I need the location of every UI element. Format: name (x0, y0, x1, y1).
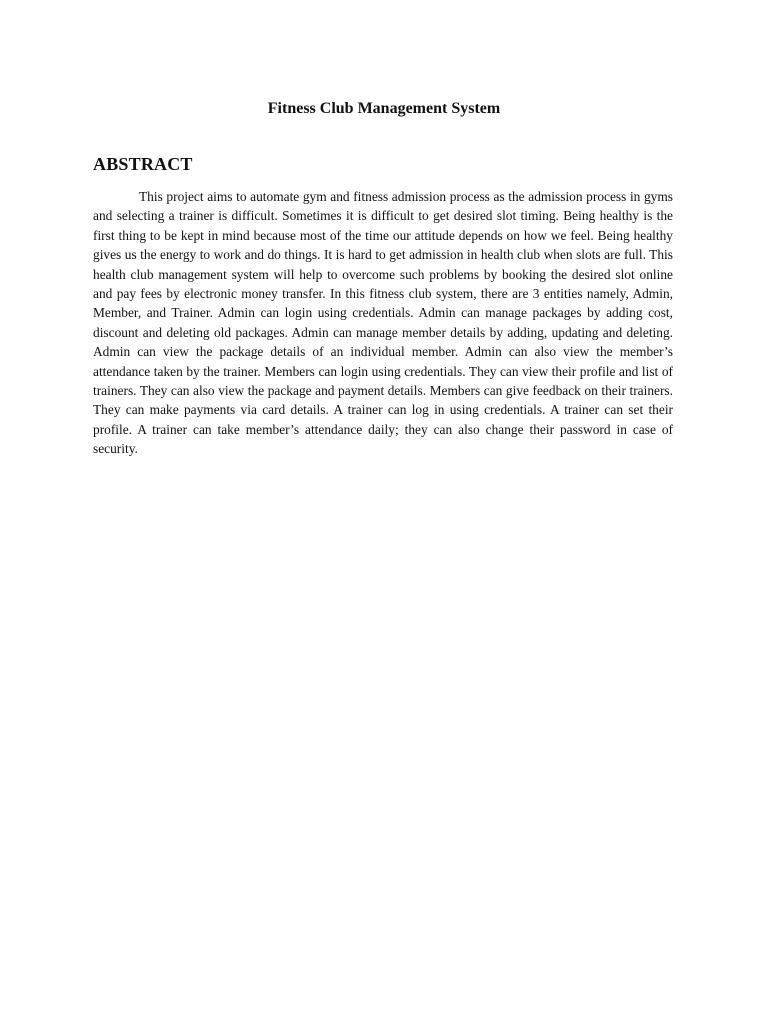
abstract-paragraph: This project aims to automate gym and fitness admission process as the admission process in gyms and selecting a trainer is difficult. Sometimes it is difficult to get desired slot timing. Being healthy is the first thing to be kept in mind because most of the time our attitude depends on how we feel. Being healthy gives us the energy to work and do things. It is hard to get admission in health club when slots are full. This health club management system will help to overcome such problems by booking the desired slot online and pay fees by electronic money transfer. In this fitness club system, there are 3 entities namely, Admin, Member, and Trainer. Admin can login using credentials. Admin can manage packages by adding cost, discount and deleting old packages. Admin can manage member details by adding, updating and deleting. Admin can view the package details of an individual member. Admin can also view the member’s attendance taken by the trainer. Members can login using credentials. They can view their profile and list of trainers. They can also view the package and payment details. Members can give feedback on their trainers. They can make payments via card details. A trainer can log in using credentials. A trainer can set their profile. A trainer can take member’s attendance daily; they can also change their password in case of security. (93, 189, 673, 457)
abstract-heading: ABSTRACT (93, 154, 193, 174)
document-title: Fitness Club Management System (267, 100, 501, 117)
